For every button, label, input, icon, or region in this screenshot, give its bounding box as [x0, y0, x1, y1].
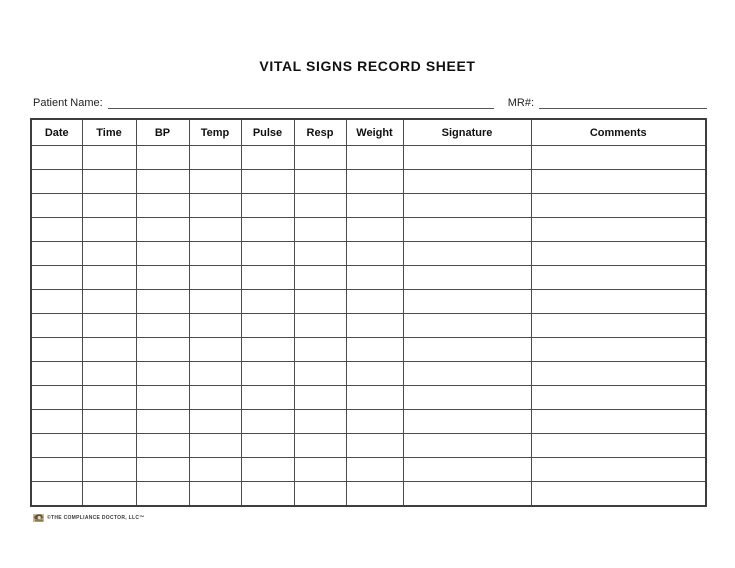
table-cell [403, 386, 531, 410]
vital-signs-table [30, 118, 707, 507]
table-cell [403, 194, 531, 218]
table-cell [403, 266, 531, 290]
table-cell [294, 194, 346, 218]
table-cell [403, 410, 531, 434]
table-cell [294, 314, 346, 338]
table-cell [82, 194, 136, 218]
table-cell [31, 338, 82, 362]
table-cell [189, 146, 241, 170]
table-row [31, 482, 706, 507]
table-cell [241, 314, 294, 338]
table-cell [82, 338, 136, 362]
table-cell [346, 266, 403, 290]
table-cell [294, 146, 346, 170]
table-cell [403, 314, 531, 338]
table-cell [136, 314, 189, 338]
patient-name-label: Patient Name: [33, 97, 103, 109]
table-cell [136, 194, 189, 218]
table-cell [241, 434, 294, 458]
mr-number-label: MR#: [507, 97, 534, 109]
table-cell [346, 458, 403, 482]
table-cell [189, 338, 241, 362]
table-cell [346, 218, 403, 242]
table-cell [136, 386, 189, 410]
table-cell [294, 458, 346, 482]
table-cell [31, 410, 82, 434]
table-cell [241, 266, 294, 290]
table-cell [531, 434, 706, 458]
table-row [31, 170, 706, 194]
table-cell [189, 170, 241, 194]
table-cell [189, 434, 241, 458]
table-cell [82, 146, 136, 170]
table-cell [241, 170, 294, 194]
table-cell [136, 362, 189, 386]
table-cell [241, 362, 294, 386]
table-cell [241, 410, 294, 434]
table-cell [189, 266, 241, 290]
table-cell [82, 434, 136, 458]
column-header-temp: Temp [189, 119, 241, 146]
footer-copyright: ©THE COMPLIANCE DOCTOR, LLC™ [47, 514, 145, 521]
table-row [31, 194, 706, 218]
table-cell [136, 482, 189, 507]
patient-info-row [33, 96, 707, 109]
table-cell [31, 266, 82, 290]
table-cell [31, 242, 82, 266]
table-cell [531, 482, 706, 507]
column-header-comments: Comments [531, 119, 706, 146]
table-row [31, 458, 706, 482]
column-header-time: Time [82, 119, 136, 146]
table-cell [531, 242, 706, 266]
table-cell [136, 434, 189, 458]
table-cell [346, 314, 403, 338]
table-cell [346, 194, 403, 218]
table-cell [82, 218, 136, 242]
table-cell [31, 386, 82, 410]
table-cell [31, 290, 82, 314]
column-header-pulse: Pulse [241, 119, 294, 146]
table-cell [82, 290, 136, 314]
table-cell [403, 242, 531, 266]
table-header-row [31, 119, 706, 146]
table-cell [136, 290, 189, 314]
table-cell [531, 146, 706, 170]
mr-number-line [539, 96, 707, 109]
table-cell [531, 314, 706, 338]
table-cell [294, 362, 346, 386]
table-cell [241, 338, 294, 362]
table-cell [294, 482, 346, 507]
table-cell [346, 362, 403, 386]
table-cell [346, 146, 403, 170]
table-cell [531, 290, 706, 314]
table-cell [403, 146, 531, 170]
table-cell [403, 362, 531, 386]
table-cell [82, 458, 136, 482]
table-row [31, 314, 706, 338]
table-cell [531, 218, 706, 242]
table-cell [346, 434, 403, 458]
table-cell [189, 482, 241, 507]
table-row [31, 242, 706, 266]
table-cell [136, 410, 189, 434]
table-cell [189, 242, 241, 266]
table-cell [403, 338, 531, 362]
table-cell [531, 410, 706, 434]
table-cell [241, 482, 294, 507]
table-row [31, 434, 706, 458]
table-body [31, 146, 706, 507]
table-cell [294, 386, 346, 410]
table-cell [136, 266, 189, 290]
table-cell [403, 458, 531, 482]
table-cell [241, 194, 294, 218]
table-cell [531, 170, 706, 194]
table-cell [294, 242, 346, 266]
table-row [31, 410, 706, 434]
form-title: VITAL SIGNS RECORD SHEET [259, 58, 476, 74]
column-header-weight: Weight [346, 119, 403, 146]
table-cell [189, 386, 241, 410]
table-cell [189, 458, 241, 482]
column-header-date: Date [31, 119, 82, 146]
table-cell [294, 434, 346, 458]
table-cell [31, 434, 82, 458]
table-cell [31, 170, 82, 194]
table-cell [403, 290, 531, 314]
table-cell [189, 194, 241, 218]
table-cell [241, 290, 294, 314]
table-row [31, 266, 706, 290]
column-header-signature: Signature [403, 119, 531, 146]
table-cell [531, 458, 706, 482]
table-cell [82, 170, 136, 194]
table-cell [31, 482, 82, 507]
table-cell [189, 362, 241, 386]
table-cell [31, 314, 82, 338]
table-cell [82, 266, 136, 290]
table-cell [31, 146, 82, 170]
table-cell [531, 362, 706, 386]
table-cell [346, 242, 403, 266]
compliance-doctor-logo-icon [33, 513, 44, 522]
table-cell [346, 290, 403, 314]
table-cell [136, 218, 189, 242]
table-cell [241, 218, 294, 242]
table-cell [294, 266, 346, 290]
table-cell [403, 434, 531, 458]
table-cell [189, 314, 241, 338]
table-cell [189, 410, 241, 434]
table-cell [241, 458, 294, 482]
table-cell [189, 290, 241, 314]
table-row [31, 386, 706, 410]
table-cell [136, 338, 189, 362]
patient-name-line [108, 96, 494, 109]
table-row [31, 146, 706, 170]
footer [33, 513, 735, 522]
table-cell [346, 386, 403, 410]
table-cell [82, 482, 136, 507]
table-cell [189, 218, 241, 242]
table-row [31, 290, 706, 314]
table-cell [294, 290, 346, 314]
table-cell [403, 170, 531, 194]
table-cell [531, 194, 706, 218]
table-cell [346, 170, 403, 194]
table-cell [136, 242, 189, 266]
table-cell [136, 170, 189, 194]
table-cell [82, 314, 136, 338]
table-cell [294, 218, 346, 242]
table-cell [294, 338, 346, 362]
table-cell [531, 266, 706, 290]
table-row [31, 362, 706, 386]
table-cell [31, 194, 82, 218]
table-cell [241, 146, 294, 170]
table-cell [241, 242, 294, 266]
table-cell [31, 458, 82, 482]
table-cell [136, 458, 189, 482]
table-cell [31, 362, 82, 386]
column-header-resp: Resp [294, 119, 346, 146]
table-cell [82, 386, 136, 410]
column-header-bp: BP [136, 119, 189, 146]
table-cell [241, 386, 294, 410]
table-row [31, 218, 706, 242]
table-cell [294, 170, 346, 194]
table-cell [403, 218, 531, 242]
table-cell [346, 482, 403, 507]
table-cell [82, 242, 136, 266]
table-cell [346, 410, 403, 434]
table-row [31, 338, 706, 362]
table-cell [136, 146, 189, 170]
table-cell [531, 338, 706, 362]
table-cell [82, 362, 136, 386]
table-cell [31, 218, 82, 242]
table-cell [82, 410, 136, 434]
table-cell [346, 338, 403, 362]
table-cell [403, 482, 531, 507]
table-cell [294, 410, 346, 434]
table-cell [531, 386, 706, 410]
